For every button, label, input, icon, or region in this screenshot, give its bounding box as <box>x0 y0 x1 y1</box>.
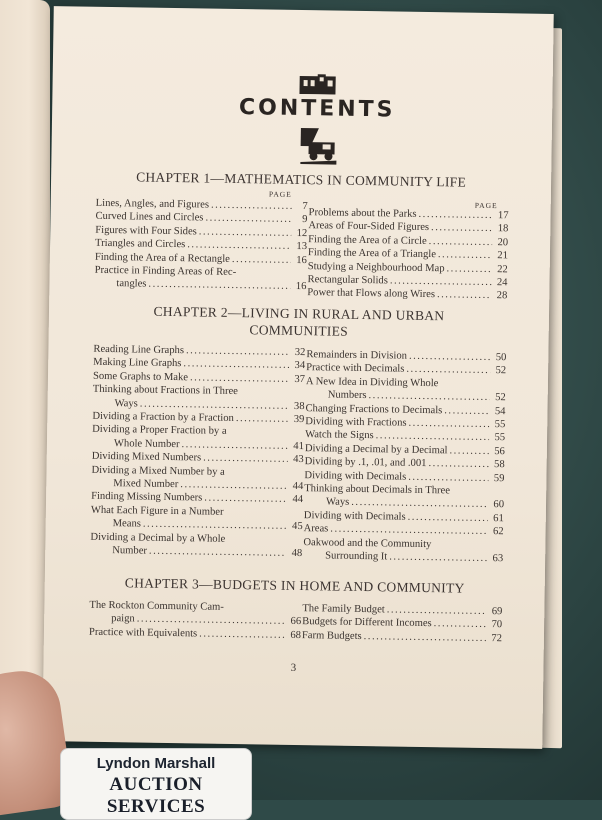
entry-title: tangles <box>116 278 147 291</box>
entry-page: 37 <box>294 373 306 385</box>
entry-page: 7 <box>302 201 308 213</box>
entry-page: 38 <box>293 400 305 412</box>
page-number: 3 <box>290 661 297 675</box>
entry-page: 34 <box>294 360 306 372</box>
entry-title: Curved Lines and Circles <box>95 211 204 224</box>
leader-dots <box>444 404 489 418</box>
entry-page: 16 <box>295 281 307 293</box>
leader-dots <box>205 212 291 227</box>
contents-entry <box>89 626 301 643</box>
entry-page: 20 <box>497 236 509 249</box>
entry-page: 18 <box>497 223 509 235</box>
chapter-1-left-column <box>94 197 307 294</box>
leader-dots <box>437 289 492 303</box>
leader-dots <box>204 492 287 507</box>
leader-dots <box>389 551 487 566</box>
entry-page: 63 <box>492 553 504 565</box>
entry-page: 61 <box>493 512 504 525</box>
entry-title: Remainders in Division <box>306 349 408 362</box>
leader-dots <box>431 221 492 235</box>
entry-title: Dividing with Fractions <box>305 416 407 429</box>
entry-title: Dividing a Mixed Number by a <box>91 464 225 478</box>
entry-title: Dividing with Decimals <box>304 469 407 483</box>
entry-title: Reading Line Graphs <box>93 343 185 357</box>
leader-dots <box>203 452 288 467</box>
building-emblem-icon <box>297 72 337 95</box>
leader-dots <box>364 630 486 645</box>
leader-dots <box>408 511 488 526</box>
entry-page: 44 <box>292 494 304 506</box>
entry-page: 52 <box>495 365 507 377</box>
entry-title: Power that Flows along Wires <box>307 287 436 301</box>
leader-dots <box>446 262 491 276</box>
entry-page: 32 <box>294 346 306 359</box>
entry-page: 41 <box>293 440 305 452</box>
contents-entry <box>302 629 502 646</box>
sticker-brand: AUCTION SERVICES <box>106 774 206 817</box>
entry-title: Mixed Number <box>113 478 179 491</box>
leader-dots <box>406 363 490 378</box>
sticker-name: Lyndon Marshall <box>96 755 216 772</box>
chapter-3-left-column <box>89 599 302 643</box>
chapter-1-title: CHAPTER 1—MATHEMATICS IN COMMUNITY LIFE <box>136 169 467 190</box>
leader-dots <box>149 545 286 561</box>
leader-dots <box>418 208 492 223</box>
entry-page: 28 <box>496 290 508 302</box>
entry-title: Means <box>112 518 142 530</box>
leader-dots <box>232 253 291 267</box>
entry-page: 70 <box>491 619 503 631</box>
entry-title: Studying a Neighbourhood Map <box>307 260 445 274</box>
entry-title: Practice with Decimals <box>306 362 405 376</box>
entry-title: Thinking about Decimals in Three <box>304 483 451 497</box>
entry-page: 50 <box>495 352 507 364</box>
entry-page: 13 <box>296 241 308 253</box>
entry-title: Some Graphs to Make <box>92 370 189 384</box>
entry-title: Numbers <box>327 389 367 402</box>
chapter-2-left-column <box>90 343 305 561</box>
entry-page: 52 <box>495 392 506 404</box>
entry-page: 17 <box>497 210 509 222</box>
book-page <box>42 6 553 749</box>
entry-title: Finding the Area of a Rectangle <box>94 251 230 265</box>
entry-title: Making Line Graphs <box>93 357 182 370</box>
entry-title: Practice with Equivalents <box>88 626 198 640</box>
entry-title: Finding the Area of a Circle <box>308 233 427 247</box>
entry-title: Whole Number <box>113 437 180 450</box>
entry-title: Ways <box>325 496 350 509</box>
entry-title: Changing Fractions to Decimals <box>305 402 443 416</box>
entry-page: 16 <box>296 254 307 266</box>
entry-title: The Family Budget <box>302 603 385 616</box>
entry-title: Number <box>112 545 148 557</box>
entry-page: 22 <box>497 263 508 275</box>
entry-page: 55 <box>494 419 506 431</box>
entry-page: 72 <box>491 632 503 645</box>
contents-entry <box>90 544 302 561</box>
contents-heading-block <box>226 71 407 164</box>
contents-entry <box>303 549 503 566</box>
page-label-right: PAGE <box>474 200 498 211</box>
entry-page: 60 <box>493 499 505 511</box>
entry-title: Oakwood and the Community <box>303 536 432 550</box>
leader-dots <box>408 470 488 485</box>
leader-dots <box>428 457 488 471</box>
entry-page: 68 <box>290 629 302 641</box>
entry-title: Areas of Four-Sided Figures <box>308 220 430 234</box>
leader-dots <box>408 417 489 432</box>
entry-page: 9 <box>302 214 308 226</box>
chapter-3-right-column <box>302 602 503 645</box>
entry-title: Areas <box>303 523 329 535</box>
entry-page: 56 <box>494 445 505 458</box>
leader-dots <box>148 278 290 294</box>
entry-page: 44 <box>292 480 304 493</box>
entry-title: paign <box>111 613 135 625</box>
entry-title: Practice in Finding Areas of Rec- <box>94 264 237 279</box>
entry-title: Dividing a Fraction by a Fraction <box>92 410 234 425</box>
leader-dots <box>409 350 491 365</box>
truck-emblem-icon <box>298 126 339 167</box>
entry-title: The Rockton Community Cam- <box>89 599 224 613</box>
entry-title: Dividing with Decimals <box>303 509 406 523</box>
entry-title: Thinking about Fractions in Three <box>92 383 239 398</box>
entry-title: Surrounding It <box>325 550 388 563</box>
entry-page: 45 <box>291 521 303 533</box>
leader-dots <box>199 627 285 642</box>
entry-title: Triangles and Circles <box>94 238 186 251</box>
entry-title: Figures with Four Sides <box>95 224 197 238</box>
contents-entry <box>94 277 306 294</box>
chapter-1-right-column <box>307 206 508 303</box>
chapter-2-title: CHAPTER 2—LIVING IN RURAL AND URBAN <box>153 303 445 324</box>
auction-sticker <box>60 748 252 820</box>
entry-page: 39 <box>293 413 305 426</box>
entry-page: 62 <box>492 526 504 538</box>
entry-title: Rectangular Solids <box>307 274 388 287</box>
entry-page: 12 <box>296 227 308 239</box>
entry-title: Lines, Angles, and Figures <box>95 197 210 211</box>
entry-title: Farm Budgets <box>301 629 362 642</box>
entry-title: A New Idea in Dividing Whole <box>305 375 439 390</box>
entry-title: Dividing a Decimal by a Whole <box>90 531 226 545</box>
leader-dots <box>236 412 289 426</box>
entry-page: 59 <box>493 472 505 484</box>
entry-page: 54 <box>494 405 506 417</box>
entry-title: Finding the Area of a Triangle <box>307 247 437 261</box>
page-label-left: PAGE <box>268 189 292 199</box>
chapter-2-right-column <box>303 348 506 566</box>
entry-page: 21 <box>497 250 509 262</box>
chapter-3-title: CHAPTER 3—BUDGETS IN HOME AND COMMUNITY <box>124 575 465 596</box>
entry-page: 58 <box>493 459 505 471</box>
entry-title: Problems about the Parks <box>308 207 417 220</box>
leader-dots <box>199 225 292 240</box>
leader-dots <box>449 444 489 458</box>
entry-page: 48 <box>291 548 303 560</box>
entry-page: 43 <box>293 454 304 466</box>
entry-title: Budgets for Different Incomes <box>302 616 432 630</box>
entry-title: Ways <box>114 397 138 410</box>
leader-dots <box>429 235 493 249</box>
leader-dots <box>438 248 492 262</box>
entry-page: 24 <box>496 277 508 289</box>
left-page-edge <box>0 0 50 760</box>
leader-dots <box>211 199 292 214</box>
entry-title: Dividing a Decimal by a Decimal <box>304 442 448 457</box>
contents-entry <box>307 287 507 304</box>
chapter-2-title-line2: COMMUNITIES <box>249 322 349 339</box>
entry-page: 66 <box>290 616 302 628</box>
entry-title: What Each Figure in a Number <box>90 504 224 518</box>
entry-title: Dividing by .1, .01, and .001 <box>304 456 427 470</box>
leader-dots <box>434 618 487 632</box>
entry-title: Watch the Signs <box>305 429 374 442</box>
contents-title: CONTENTS <box>238 95 396 123</box>
entry-title: Dividing a Proper Fraction by a <box>92 424 227 438</box>
entry-page: 55 <box>494 432 506 444</box>
entry-title: Finding Missing Numbers <box>91 491 203 504</box>
entry-title: Dividing Mixed Numbers <box>91 451 202 464</box>
entry-page: 69 <box>491 606 503 618</box>
